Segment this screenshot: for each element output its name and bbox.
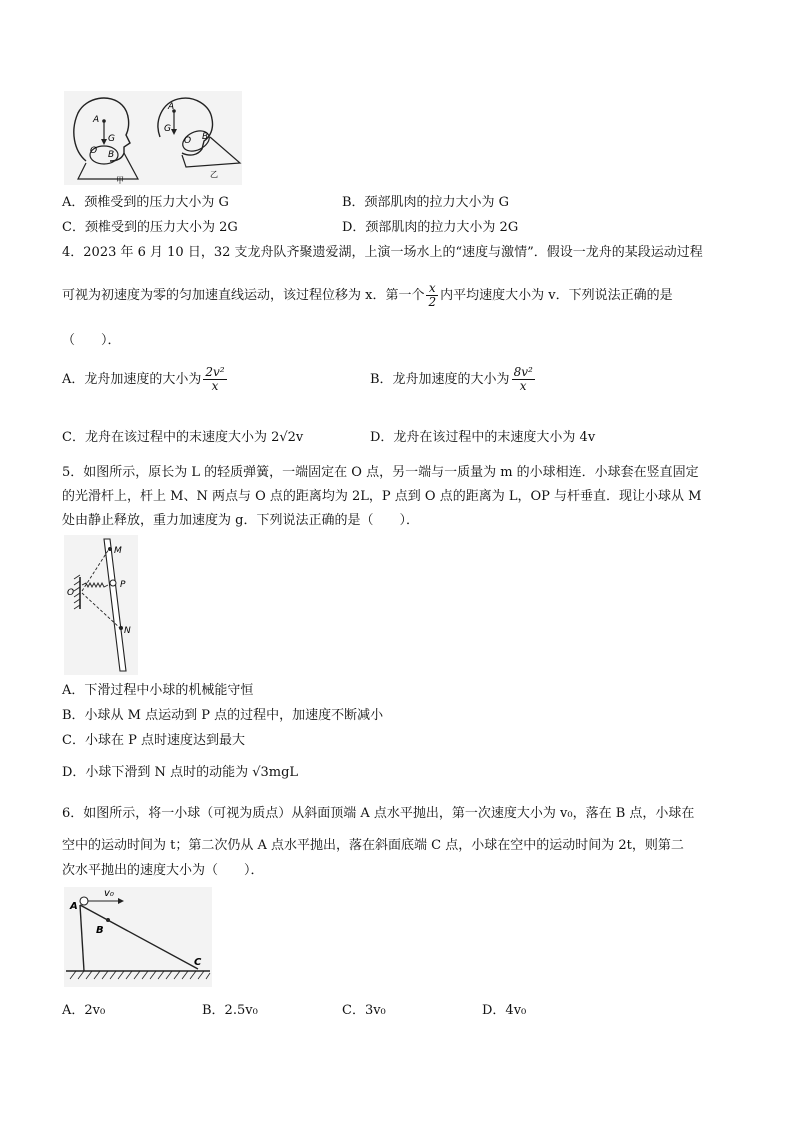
q4-option-b-frac [512, 366, 535, 393]
q6-option-a: A．2v₀ [62, 1003, 106, 1018]
q5-label-o: O [67, 588, 75, 598]
q3-head-jia [74, 98, 130, 161]
q5-option-a: A．下滑过程中小球的机械能守恒 [62, 683, 254, 698]
q5-wall-hatch [74, 575, 80, 609]
q3-figure-svg [64, 91, 242, 185]
q3-figure [64, 91, 242, 185]
q3-label-g-yi: G [164, 124, 171, 134]
q3-label-a-jia: A [93, 115, 100, 125]
q3-label-a-yi: A [168, 102, 175, 112]
q6-ball [80, 897, 88, 905]
q4-stem-line1: 4．2023 年 6 月 10 日，32 支龙舟队齐聚遗爱湖，上演一场水上的“速度与激情”．假设一龙舟的某段运动过程 [62, 245, 703, 260]
q4-option-b [370, 366, 537, 393]
q3-arrowhead-jia [101, 139, 107, 145]
q3-label-b-yi: B [202, 132, 209, 142]
q4-option-a-num: 2v² [205, 365, 225, 379]
q5-label-p: P [120, 580, 126, 590]
q5-ball-p [110, 580, 116, 586]
q3-arrowhead-yi [171, 129, 177, 135]
q5-option-b: B．小球从 M 点运动到 P 点的过程中，加速度不断减小 [62, 708, 384, 723]
q5-label-m: M [114, 546, 122, 556]
q3-label-b-jia: B [108, 150, 115, 160]
q6-option-c: C．3v₀ [342, 1003, 386, 1018]
q3-label-g-jia: G [108, 134, 115, 144]
q6-vertical-side [80, 905, 84, 971]
q4-option-d: D．龙舟在该过程中的末速度大小为 4v [370, 430, 596, 445]
q4-stem-line3: （ ）． [62, 333, 121, 348]
q5-rod [104, 539, 126, 671]
q3-option-c: C．颈椎受到的压力大小为 2G [62, 220, 238, 235]
q6-option-d: D．4v₀ [482, 1003, 527, 1018]
q4-stem-line2-post: 内平均速度大小为 v．下列说法正确的是 [440, 288, 673, 303]
q3-label-jia: 甲 [116, 176, 124, 185]
q5-stem-line1: 5．如图所示，原长为 L 的轻质弹簧，一端固定在 O 点，另一端与一质量为 m 的小球相连．小球套在竖直固定 [62, 465, 699, 480]
q5-option-d: D．小球下滑到 N 点时的动能为 √3mgL [62, 765, 299, 780]
q6-velocity-arrowhead [118, 898, 124, 904]
q6-stem-line1: 6．如图所示，将一小球（可视为质点）从斜面顶端 A 点水平抛出，第一次速度大小为 v₀，落在 B 点，小球在 [62, 806, 695, 821]
q6-point-b [106, 918, 110, 922]
q5-figure-svg [64, 535, 138, 675]
q5-option-c: C．小球在 P 点时速度达到最大 [62, 733, 245, 748]
q5-label-n: N [124, 626, 131, 636]
q6-label-a: A [70, 901, 78, 912]
q4-stem-line2 [62, 282, 673, 309]
q4-option-a-frac [203, 366, 226, 393]
q3-label-o-yi: O [184, 136, 192, 146]
q6-figure [64, 887, 212, 987]
q3-option-b: B．颈部肌肉的拉力大小为 G [342, 195, 510, 210]
q5-om-line [82, 549, 109, 591]
q6-label-c: C [194, 957, 202, 968]
q4-option-a [62, 366, 229, 393]
q5-point-n [119, 626, 123, 630]
q6-stem-line2: 空中的运动时间为 t；第二次仍从 A 点水平抛出，落在斜面底端 C 点，小球在空中的运动时间为 2t，则第二 [62, 838, 684, 853]
q6-ground-hatch [70, 971, 210, 979]
q3-option-d: D．颈部肌肉的拉力大小为 2G [342, 220, 519, 235]
q6-slope [80, 905, 198, 969]
q5-point-m [108, 547, 112, 551]
q5-stem-line2: 的光滑杆上，杆上 M、N 两点与 O 点的距离均为 2L，P 点到 O 点的距离为 L，OP 与杆垂直．现让小球从 M [62, 489, 702, 504]
q3-label-o-jia: O [90, 146, 98, 156]
q4-option-a-den: x [211, 379, 219, 393]
q4-fraction-x-over-2 [426, 282, 438, 309]
q4-option-c: C．龙舟在该过程中的末速度大小为 2√2v [62, 430, 304, 445]
q6-label-b: B [96, 925, 104, 936]
q4-option-a-text: A．龙舟加速度的大小为 [62, 372, 202, 387]
q6-option-b: B．2.5v₀ [202, 1003, 258, 1018]
q5-stem-line3: 处由静止释放，重力加速度为 g．下列说法正确的是（ ）． [62, 513, 419, 528]
q6-label-v0: v₀ [104, 888, 114, 899]
q4-frac-num: x [426, 282, 438, 296]
q4-option-b-num: 8v² [513, 365, 533, 379]
q5-figure [64, 535, 138, 675]
q4-option-b-text: B．龙舟加速度的大小为 [370, 372, 510, 387]
q3-label-yi: 乙 [210, 170, 218, 179]
q4-stem-line2-pre: 可视为初速度为零的匀加速直线运动，该过程位移为 x．第一个 [62, 288, 425, 303]
q3-option-a: A．颈椎受到的压力大小为 G [62, 195, 229, 210]
q3-point-a-jia [102, 119, 106, 123]
q6-figure-svg [64, 887, 212, 987]
q4-option-b-den: x [519, 379, 527, 393]
q6-stem-line3: 次水平抛出的速度大小为（ ）． [62, 863, 264, 878]
q4-frac-den: 2 [428, 295, 437, 309]
